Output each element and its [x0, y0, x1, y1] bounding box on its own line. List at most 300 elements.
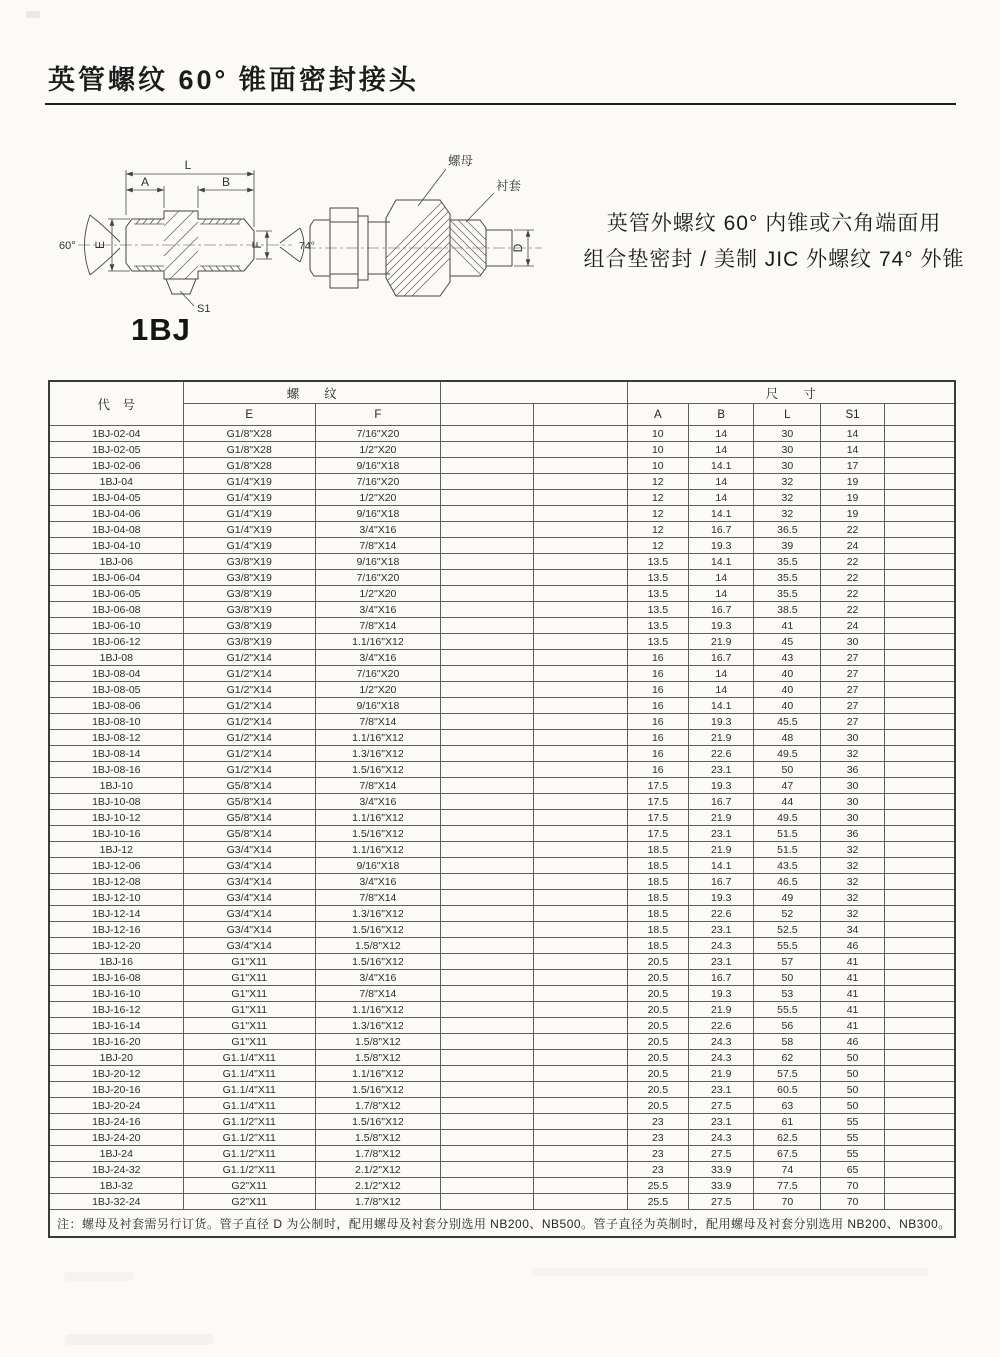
table-cell: G3/4"X14 — [183, 922, 315, 938]
table-cell: 23.1 — [689, 1082, 754, 1098]
table-cell — [440, 1018, 533, 1034]
table-cell: 16 — [627, 650, 689, 666]
table-cell: G1/8"X28 — [183, 442, 315, 458]
table-cell: 1.5/8"X12 — [315, 938, 440, 954]
table-cell — [884, 794, 955, 810]
table-cell: 35.5 — [754, 586, 821, 602]
table-cell: 55 — [821, 1114, 884, 1130]
table-cell: 20.5 — [627, 1018, 689, 1034]
table-cell: 9/16"X18 — [315, 858, 440, 874]
table-cell: 1BJ-12-08 — [49, 874, 183, 890]
table-cell: 27.5 — [689, 1098, 754, 1114]
table-cell: 7/8"X14 — [315, 778, 440, 794]
table-cell: 74 — [754, 1162, 821, 1178]
table-cell: 13.5 — [627, 602, 689, 618]
table-cell: 22.6 — [689, 746, 754, 762]
table-cell: 14 — [689, 490, 754, 506]
table-cell — [440, 682, 533, 698]
table-cell: 1.5/16"X12 — [315, 954, 440, 970]
table-cell — [534, 506, 627, 522]
table-cell: 32 — [754, 490, 821, 506]
table-cell: 22 — [821, 522, 884, 538]
table-row — [49, 1082, 955, 1098]
table-cell: G1.1/4"X11 — [183, 1050, 315, 1066]
table-cell: 55 — [821, 1146, 884, 1162]
table-cell: G1.1/2"X11 — [183, 1130, 315, 1146]
table-cell: 40 — [754, 666, 821, 682]
table-cell: 36 — [821, 762, 884, 778]
table-cell: 50 — [821, 1066, 884, 1082]
table-cell: 67.5 — [754, 1146, 821, 1162]
table-cell — [534, 1130, 627, 1146]
table-cell: G3/8"X19 — [183, 618, 315, 634]
table-cell: G1"X11 — [183, 954, 315, 970]
table-cell: 24.3 — [689, 1050, 754, 1066]
table-row — [49, 746, 955, 762]
table-cell: 19.3 — [689, 714, 754, 730]
subheader-E: E — [183, 404, 315, 426]
table-cell — [534, 1050, 627, 1066]
table-cell: 23.1 — [689, 826, 754, 842]
table-cell: 1.5/16"X12 — [315, 1114, 440, 1130]
table-cell: 1BJ-04 — [49, 474, 183, 490]
table-cell — [534, 1194, 627, 1210]
table-cell — [440, 554, 533, 570]
table-cell: 50 — [754, 762, 821, 778]
table-cell: 46 — [821, 1034, 884, 1050]
table-cell: 20.5 — [627, 1082, 689, 1098]
table-cell: 53 — [754, 986, 821, 1002]
table-cell — [884, 1194, 955, 1210]
table-cell — [884, 490, 955, 506]
table-cell — [884, 810, 955, 826]
table-cell — [884, 554, 955, 570]
table-cell: 23.1 — [689, 1114, 754, 1130]
subheader-L: L — [754, 404, 821, 426]
table-cell — [440, 954, 533, 970]
table-cell: G1/2"X14 — [183, 730, 315, 746]
table-cell: G3/8"X19 — [183, 586, 315, 602]
table-cell — [884, 1082, 955, 1098]
table-cell: 36 — [821, 826, 884, 842]
table-row — [49, 1114, 955, 1130]
table-row — [49, 794, 955, 810]
table-cell — [884, 826, 955, 842]
table-cell: 43.5 — [754, 858, 821, 874]
table-cell — [534, 826, 627, 842]
table-cell: 1.1/16"X12 — [315, 810, 440, 826]
table-row — [49, 1034, 955, 1050]
table-cell: 41 — [821, 1018, 884, 1034]
table-cell: 1/2"X20 — [315, 586, 440, 602]
table-cell: G3/4"X14 — [183, 906, 315, 922]
note-row — [49, 1210, 955, 1238]
table-cell — [440, 778, 533, 794]
table-cell — [884, 986, 955, 1002]
table-cell: 16.7 — [689, 874, 754, 890]
spec-table — [48, 380, 956, 1238]
table-cell: 30 — [821, 778, 884, 794]
table-cell: 1BJ-10-12 — [49, 810, 183, 826]
table-row — [49, 986, 955, 1002]
table-cell: G2"X11 — [183, 1178, 315, 1194]
table-cell: 44 — [754, 794, 821, 810]
table-cell — [534, 842, 627, 858]
table-cell — [884, 1178, 955, 1194]
table-cell: 30 — [754, 458, 821, 474]
table-cell: 27 — [821, 666, 884, 682]
table-cell: 27.5 — [689, 1146, 754, 1162]
table-cell: 1BJ-24-20 — [49, 1130, 183, 1146]
table-cell: 33.9 — [689, 1162, 754, 1178]
table-row — [49, 810, 955, 826]
subheader-blank-1 — [440, 404, 533, 426]
table-cell — [440, 746, 533, 762]
table-cell: G3/4"X14 — [183, 938, 315, 954]
table-cell: G1.1/2"X11 — [183, 1114, 315, 1130]
table-cell: 38.5 — [754, 602, 821, 618]
table-cell — [440, 922, 533, 938]
table-cell — [534, 1114, 627, 1130]
table-cell — [534, 1162, 627, 1178]
table-cell: 20.5 — [627, 1066, 689, 1082]
table-cell: 32 — [754, 506, 821, 522]
table-cell: 1BJ-12-16 — [49, 922, 183, 938]
table-cell: 16 — [627, 698, 689, 714]
description-line-2: 组合垫密封 / 美制 JIC 外螺纹 74° 外锥 — [583, 248, 965, 271]
table-cell: 1BJ-06 — [49, 554, 183, 570]
table-cell: 19 — [821, 490, 884, 506]
table-row — [49, 1050, 955, 1066]
table-cell: G1.1/2"X11 — [183, 1146, 315, 1162]
table-cell: 1.3/16"X12 — [315, 746, 440, 762]
table-cell: 1BJ-12-14 — [49, 906, 183, 922]
table-row — [49, 938, 955, 954]
table-cell: 61 — [754, 1114, 821, 1130]
table-cell — [534, 1082, 627, 1098]
table-cell: 1.5/8"X12 — [315, 1034, 440, 1050]
table-cell: 10 — [627, 458, 689, 474]
table-cell: 1BJ-24-16 — [49, 1114, 183, 1130]
table-cell: 65 — [821, 1162, 884, 1178]
table-cell: 13.5 — [627, 570, 689, 586]
table-row — [49, 858, 955, 874]
table-cell — [534, 1018, 627, 1034]
table-cell: 62 — [754, 1050, 821, 1066]
table-cell — [534, 490, 627, 506]
table-cell: 14 — [689, 682, 754, 698]
table-cell: 30 — [821, 810, 884, 826]
table-cell: 41 — [821, 954, 884, 970]
table-cell: 55.5 — [754, 1002, 821, 1018]
table-cell: 9/16"X18 — [315, 506, 440, 522]
subheader-blank-3 — [884, 404, 955, 426]
table-cell: 20.5 — [627, 954, 689, 970]
table-cell: 1BJ-04-06 — [49, 506, 183, 522]
table-cell: 32 — [821, 890, 884, 906]
table-row — [49, 762, 955, 778]
table-row — [49, 538, 955, 554]
table-row — [49, 730, 955, 746]
table-cell: 21.9 — [689, 634, 754, 650]
table-cell: 12 — [627, 490, 689, 506]
scan-artifact — [26, 11, 40, 18]
table-cell: 45 — [754, 634, 821, 650]
table-cell — [440, 1194, 533, 1210]
table-row — [49, 842, 955, 858]
table-cell: 19 — [821, 474, 884, 490]
table-cell: 22 — [821, 570, 884, 586]
table-cell: 1BJ-16-10 — [49, 986, 183, 1002]
table-cell: 1BJ-20-12 — [49, 1066, 183, 1082]
page-title: 英管螺纹 60° 锥面密封接头 — [48, 65, 419, 95]
table-cell: G3/8"X19 — [183, 602, 315, 618]
table-row — [49, 1194, 955, 1210]
description-line-1: 英管外螺纹 60° 内锥或六角端面用 — [606, 212, 942, 235]
table-cell: 13.5 — [627, 586, 689, 602]
table-cell: 1.5/16"X12 — [315, 922, 440, 938]
table-cell: 41 — [821, 1002, 884, 1018]
subheader-A: A — [627, 404, 689, 426]
table-cell: 24.3 — [689, 1130, 754, 1146]
table-cell: 1BJ-06-05 — [49, 586, 183, 602]
table-cell: 1BJ-16 — [49, 954, 183, 970]
table-cell: 13.5 — [627, 634, 689, 650]
table-cell: 35.5 — [754, 570, 821, 586]
table-cell — [440, 666, 533, 682]
table-cell — [884, 714, 955, 730]
table-cell: 63 — [754, 1098, 821, 1114]
table-cell: 27 — [821, 698, 884, 714]
subheader-blank-2 — [534, 404, 627, 426]
table-cell: 43 — [754, 650, 821, 666]
table-cell: 39 — [754, 538, 821, 554]
table-cell: 1BJ-10 — [49, 778, 183, 794]
table-cell: 7/16"X20 — [315, 474, 440, 490]
dim-S1-label: S1 — [197, 303, 211, 315]
table-cell: 30 — [821, 794, 884, 810]
table-row — [49, 666, 955, 682]
table-cell: 1BJ-20-16 — [49, 1082, 183, 1098]
table-cell: 13.5 — [627, 554, 689, 570]
table-cell — [440, 538, 533, 554]
table-row — [49, 426, 955, 442]
table-row — [49, 1066, 955, 1082]
table-cell — [884, 954, 955, 970]
table-cell: 36.5 — [754, 522, 821, 538]
table-cell — [440, 938, 533, 954]
table-row — [49, 906, 955, 922]
table-cell: 16.7 — [689, 650, 754, 666]
table-cell: 1BJ-02-04 — [49, 426, 183, 442]
table-cell: 18.5 — [627, 858, 689, 874]
table-cell: G1/8"X28 — [183, 426, 315, 442]
table-cell: G1/4"X19 — [183, 522, 315, 538]
fitting-section-diagram — [52, 148, 322, 328]
table-cell — [884, 698, 955, 714]
table-body — [49, 426, 955, 1210]
table-cell: G3/4"X14 — [183, 874, 315, 890]
sleeve-leader — [466, 193, 494, 222]
table-cell: G3/4"X14 — [183, 890, 315, 906]
table-cell — [884, 938, 955, 954]
table-cell — [884, 586, 955, 602]
table-cell — [440, 1002, 533, 1018]
table-cell — [884, 746, 955, 762]
table-cell: G1/8"X28 — [183, 458, 315, 474]
table-cell: G1"X11 — [183, 1034, 315, 1050]
table-cell — [534, 1146, 627, 1162]
table-row — [49, 570, 955, 586]
table-cell: 18.5 — [627, 906, 689, 922]
header-code: 代 号 — [49, 381, 183, 426]
table-cell — [534, 1002, 627, 1018]
table-cell: 19.3 — [689, 890, 754, 906]
table-cell: 1.3/16"X12 — [315, 1018, 440, 1034]
table-cell: G1/4"X19 — [183, 506, 315, 522]
table-row — [49, 1098, 955, 1114]
table-cell: 40 — [754, 698, 821, 714]
table-cell: 3/4"X16 — [315, 874, 440, 890]
table-cell — [884, 730, 955, 746]
table-cell: 24 — [821, 538, 884, 554]
table-cell — [884, 666, 955, 682]
table-cell: G3/8"X19 — [183, 554, 315, 570]
table-cell — [534, 458, 627, 474]
table-cell: 34 — [821, 922, 884, 938]
table-cell — [534, 538, 627, 554]
table-cell: 7/8"X14 — [315, 986, 440, 1002]
table-cell: 1BJ-06-12 — [49, 634, 183, 650]
table-cell: 1.7/8"X12 — [315, 1194, 440, 1210]
table-cell: 1BJ-12-10 — [49, 890, 183, 906]
dim-D-label: D — [511, 243, 525, 253]
table-cell: 2.1/2"X12 — [315, 1178, 440, 1194]
table-cell: 19.3 — [689, 618, 754, 634]
table-cell: 14 — [689, 442, 754, 458]
table-cell — [440, 970, 533, 986]
table-cell: 16.7 — [689, 970, 754, 986]
table-cell: 17.5 — [627, 794, 689, 810]
table-cell: 1/2"X20 — [315, 442, 440, 458]
table-cell: 50 — [821, 1082, 884, 1098]
table-cell: 16.7 — [689, 794, 754, 810]
table-row — [49, 682, 955, 698]
table-cell: 17.5 — [627, 826, 689, 842]
table-cell — [884, 650, 955, 666]
table-cell: G1.1/4"X11 — [183, 1098, 315, 1114]
table-cell: 46 — [821, 938, 884, 954]
table-cell: 19.3 — [689, 778, 754, 794]
table-cell: 23.1 — [689, 762, 754, 778]
table-cell: 24.3 — [689, 1034, 754, 1050]
table-cell: 14.1 — [689, 858, 754, 874]
table-cell: 1.7/8"X12 — [315, 1146, 440, 1162]
table-cell: 1BJ-12 — [49, 842, 183, 858]
table-cell: 1.1/16"X12 — [315, 1002, 440, 1018]
table-cell — [440, 1034, 533, 1050]
table-cell: 57 — [754, 954, 821, 970]
header-row-subs — [49, 404, 955, 426]
table-cell: 16 — [627, 746, 689, 762]
table-cell: 32 — [821, 906, 884, 922]
table-cell — [440, 714, 533, 730]
table-cell: 21.9 — [689, 1066, 754, 1082]
table-row — [49, 442, 955, 458]
table-cell — [534, 682, 627, 698]
table-cell: 20.5 — [627, 1050, 689, 1066]
table-cell: 14.1 — [689, 554, 754, 570]
table-cell — [534, 650, 627, 666]
assembly-diagram — [298, 148, 568, 328]
dim-F-label: F — [250, 241, 264, 249]
table-cell: 14 — [689, 474, 754, 490]
table-cell — [440, 650, 533, 666]
table-row — [49, 602, 955, 618]
table-cell: 1BJ-16-08 — [49, 970, 183, 986]
table-cell — [440, 1130, 533, 1146]
table-cell — [534, 954, 627, 970]
angle-60-label: 60° — [59, 240, 76, 252]
nut-hatch — [336, 198, 510, 308]
table-cell: 1.5/16"X12 — [315, 1082, 440, 1098]
table-cell — [440, 442, 533, 458]
table-cell: 1BJ-04-10 — [49, 538, 183, 554]
table-cell — [534, 922, 627, 938]
table-cell: 1BJ-08-10 — [49, 714, 183, 730]
table-cell — [440, 602, 533, 618]
table-cell: 1BJ-04-08 — [49, 522, 183, 538]
table-cell — [440, 858, 533, 874]
table-row — [49, 1002, 955, 1018]
table-cell: G1.1/4"X11 — [183, 1066, 315, 1082]
table-cell — [884, 602, 955, 618]
table-cell: 1BJ-10-08 — [49, 794, 183, 810]
table-cell — [884, 458, 955, 474]
table-cell — [884, 858, 955, 874]
table-cell: 7/8"X14 — [315, 618, 440, 634]
table-cell: 58 — [754, 1034, 821, 1050]
table-cell — [884, 874, 955, 890]
table-cell — [884, 1018, 955, 1034]
table-cell: G1/2"X14 — [183, 666, 315, 682]
table-row — [49, 618, 955, 634]
table-cell: 7/8"X14 — [315, 714, 440, 730]
table-cell — [884, 570, 955, 586]
table-cell — [534, 714, 627, 730]
table-row — [49, 698, 955, 714]
table-cell: 1BJ-02-05 — [49, 442, 183, 458]
description-block — [566, 206, 982, 278]
table-cell — [440, 474, 533, 490]
table-cell: 12 — [627, 522, 689, 538]
table-cell: G5/8"X14 — [183, 794, 315, 810]
table-cell: 33.9 — [689, 1178, 754, 1194]
table-cell: 21.9 — [689, 810, 754, 826]
table-cell: G1"X11 — [183, 970, 315, 986]
table-cell — [534, 1034, 627, 1050]
table-cell: 1BJ-16-20 — [49, 1034, 183, 1050]
subheader-S1: S1 — [821, 404, 884, 426]
table-cell: 30 — [754, 426, 821, 442]
table-cell: 22 — [821, 602, 884, 618]
table-cell — [884, 922, 955, 938]
table-cell: 70 — [821, 1194, 884, 1210]
table-cell: 32 — [821, 746, 884, 762]
table-cell: 48 — [754, 730, 821, 746]
table-cell: 22 — [821, 586, 884, 602]
table-cell: 60.5 — [754, 1082, 821, 1098]
